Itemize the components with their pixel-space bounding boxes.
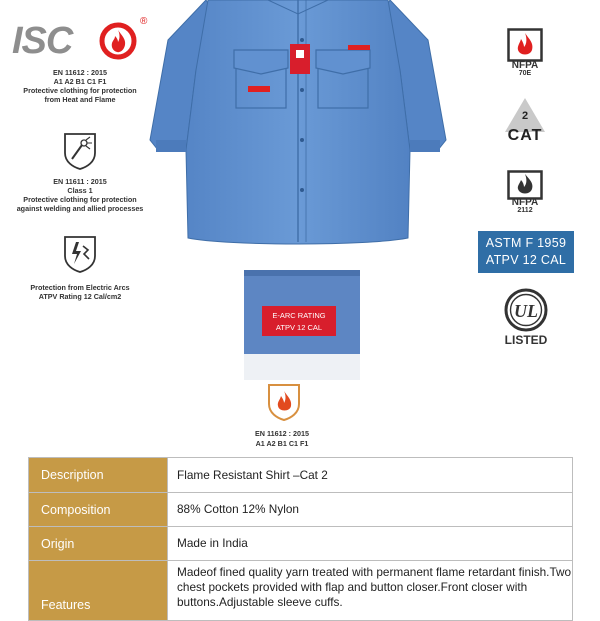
- table-value-description: Flame Resistant Shirt –Cat 2: [168, 458, 573, 493]
- ul-mark-text: UL: [514, 301, 538, 321]
- cert-line: Class 1: [67, 186, 93, 195]
- table-row: [29, 527, 573, 561]
- table-row: [29, 493, 573, 527]
- bottom-cert-line2: A1 A2 B1 C1 F1: [255, 439, 309, 448]
- swatch-label-line2: ATPV 12 CAL: [275, 323, 323, 332]
- nfpa-flame-icon: [507, 28, 543, 62]
- table-label-features: Features: [29, 561, 168, 621]
- brand-logo: [12, 16, 148, 64]
- fire-shield-icon: [266, 382, 302, 422]
- cert-line: against welding and allied processes: [16, 204, 144, 213]
- cat-label: CAT: [507, 127, 543, 144]
- table-value-composition: 88% Cotton 12% Nylon: [168, 493, 573, 527]
- ul-listed-icon: [504, 288, 548, 332]
- shirt-image: [148, 0, 448, 248]
- nfpa-2112-sub: 2112: [517, 207, 533, 214]
- nfpa-70e-label: NFPA: [511, 60, 539, 71]
- electric-arc-shield-icon: [62, 234, 98, 274]
- registered-mark: ®: [140, 16, 148, 27]
- table-value-origin: Made in India: [168, 527, 573, 561]
- cat-number: 2: [521, 110, 529, 122]
- table-label-composition: Composition: [29, 493, 168, 527]
- cert-electric-arc: [10, 283, 150, 301]
- table-row: [29, 458, 573, 493]
- cert-line: Protective clothing for protection: [23, 86, 137, 95]
- cert-line: from Heat and Flame: [44, 95, 116, 104]
- nfpa-flame-icon: [507, 170, 543, 200]
- cert-line: Protection from Electric Arcs: [30, 283, 130, 292]
- cert-line: A1 A2 B1 C1 F1: [53, 77, 107, 86]
- spec-table: [28, 457, 573, 621]
- fabric-swatch-image: [244, 270, 360, 380]
- cert-line: EN 11612 : 2015: [53, 68, 107, 77]
- bottom-cert-text: [232, 429, 332, 449]
- logo-flame-icon: [98, 22, 138, 60]
- logo-text: ISC: [12, 20, 73, 62]
- table-label-origin: Origin: [29, 527, 168, 561]
- astm-line1: ASTM F 1959: [485, 236, 567, 250]
- table-label-description: Description: [29, 458, 168, 493]
- nfpa-70e-sub: 70E: [518, 70, 532, 77]
- nfpa-2112-label: NFPA: [511, 197, 539, 208]
- cert-line: EN 11611 : 2015: [53, 177, 107, 186]
- cert-line: ATPV Rating 12 Cal/cm2: [38, 292, 122, 301]
- swatch-label-line1: E-ARC RATING: [272, 311, 326, 320]
- table-row: [29, 561, 573, 621]
- cert-en11611: [10, 177, 150, 213]
- cert-en11612: [10, 68, 150, 104]
- welding-shield-icon: [62, 131, 98, 171]
- astm-badge: [478, 231, 574, 273]
- bottom-cert-line1: EN 11612 : 2015: [255, 429, 309, 438]
- astm-line2: ATPV 12 CAL: [485, 253, 567, 267]
- cert-line: Protective clothing for protection: [23, 195, 137, 204]
- ul-listed-label: LISTED: [504, 333, 548, 347]
- table-value-features: Madeof fined quality yarn treated with permanent flame retardant finish.Two chest pockets provided with flap and button closer.Front closer with buttons.Adjustable sleeve cuffs.: [168, 561, 573, 621]
